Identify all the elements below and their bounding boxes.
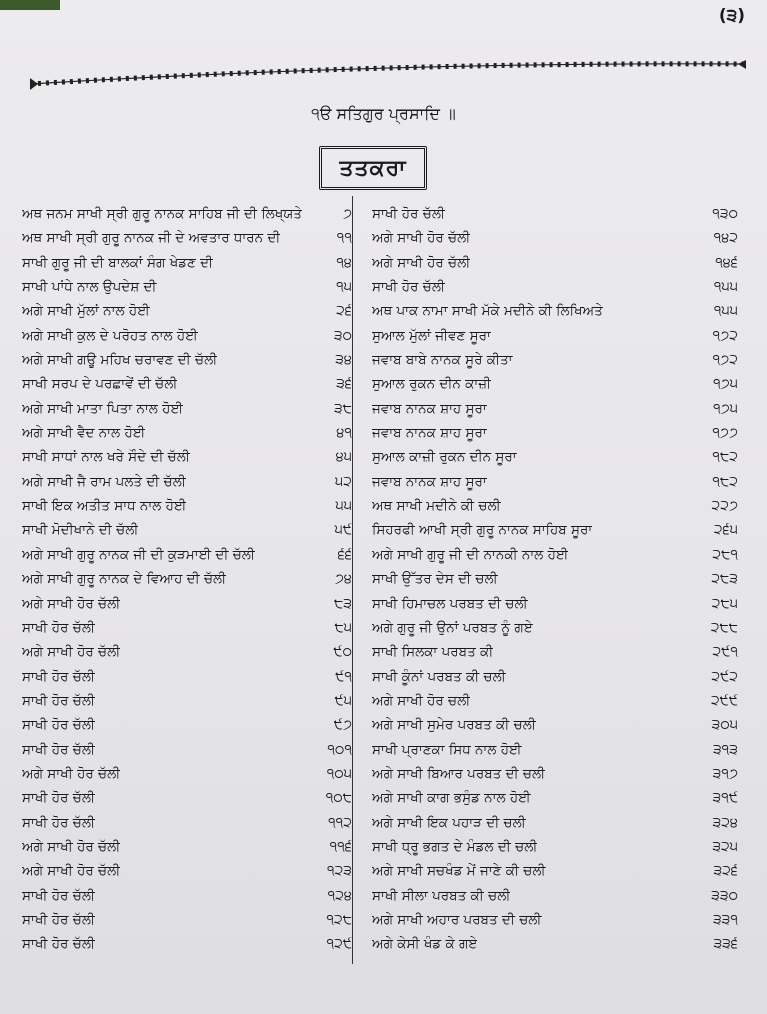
toc-entry bbox=[372, 299, 744, 323]
toc-entry-page: ੨੬ bbox=[336, 303, 352, 320]
toc-entry-title: ਸਾਖੀ ਹੋਰ ਚੱਲੀ bbox=[22, 668, 96, 685]
toc-entry-page: ੩੦੫ bbox=[711, 717, 738, 734]
toc-entry bbox=[372, 835, 744, 859]
toc-entry-page: ੧੭੫ bbox=[713, 400, 738, 417]
toc-entry-page: ੫੯ bbox=[334, 522, 352, 539]
toc-entry-title: ਸਾਖੀ ਸਿਲਕਾ ਪਰਬਤ ਕੀ bbox=[372, 644, 494, 661]
toc-entry-page: ੩੧੩ bbox=[712, 741, 738, 758]
toc-entry-page: ੧੫੫ bbox=[713, 279, 738, 296]
toc-entry-title: ਸਾਖੀ ਪਾਂਧੇ ਨਾਲ ਉਪਦੇਸ਼ ਦੀ bbox=[22, 279, 157, 296]
toc-entry-title: ਅਗੇ ਸਾਖੀ ਗਊ ਮਹਿਖ ਚਰਾਵਣ ਦੀ ਚੱਲੀ bbox=[22, 352, 218, 369]
toc-entry bbox=[22, 616, 352, 640]
toc-entry bbox=[372, 518, 744, 542]
toc-entry bbox=[22, 567, 352, 591]
toc-entry-page: ੩੮ bbox=[334, 400, 352, 417]
toc-entry-title: ਅਗੇ ਸਾਖੀ ਕੁਲ ਦੇ ਪਰੋਹਤ ਨਾਲ ਹੋਈ bbox=[22, 327, 198, 344]
toc-entry-page: ੧੦੮ bbox=[325, 790, 352, 807]
toc-entry bbox=[22, 299, 352, 323]
contents-column-left bbox=[22, 202, 352, 957]
toc-entry bbox=[372, 324, 744, 348]
toc-entry-page: ੩੩੧ bbox=[712, 911, 738, 928]
toc-entry-page: ੨੯੧ bbox=[712, 644, 738, 661]
toc-entry bbox=[372, 470, 744, 494]
toc-entry bbox=[372, 786, 744, 810]
toc-entry-page: ੨੯੨ bbox=[711, 668, 738, 685]
toc-entry-title: ਸਾਖੀ ਹੋਰ ਚੱਲੀ bbox=[22, 887, 96, 904]
toc-entry-page: ੨੯੯ bbox=[710, 692, 738, 709]
toc-entry-title: ਸਾਖੀ ਹੋਰ ਚੱਲੀ bbox=[22, 790, 96, 807]
toc-entry bbox=[372, 202, 744, 226]
toc-entry bbox=[372, 397, 744, 421]
toc-entry-title: ਅਥ ਪਾਕ ਨਾਮਾ ਸਾਖੀ ਮੱਕੇ ਮਦੀਨੇ ਕੀ ਲਿਖਿਅਤੇ bbox=[372, 303, 603, 320]
toc-entry-title: ਅਗੇ ਗੁਰੂ ਜੀ ਉਨਾਂ ਪਰਬਤ ਨੂੰ ਗਏ bbox=[372, 619, 533, 636]
toc-entry-page: ੫੨ bbox=[335, 473, 352, 490]
toc-entry bbox=[22, 811, 352, 835]
toc-entry-title: ਅਗੇ ਸਾਖੀ ਸੁਮੇਰ ਪਰਬਤ ਕੀ ਚਲੀ bbox=[372, 717, 536, 734]
toc-entry-page: ੧੨੩ bbox=[326, 863, 352, 880]
toc-entry-page: ੧੮੨ bbox=[712, 473, 738, 490]
toc-entry-page: ੩੨੬ bbox=[713, 863, 738, 880]
toc-entry-page: ੧੨੮ bbox=[326, 911, 352, 928]
toc-entry-page: ੨੮੩ bbox=[711, 571, 738, 588]
toc-entry-title: ਅਗੇ ਸਾਖੀ ਹੋਰ ਚੱਲੀ bbox=[372, 254, 471, 271]
toc-entry bbox=[22, 543, 352, 567]
toc-entry-title: ਜਵਾਬ ਨਾਨਕ ਸ਼ਾਹ ਸੂਰਾ bbox=[372, 473, 487, 490]
toc-entry bbox=[372, 226, 744, 250]
toc-entry-title: ਸਾਖੀ ਹੋਰ ਚੱਲੀ bbox=[22, 911, 96, 928]
toc-entry bbox=[22, 592, 352, 616]
toc-entry-page: ੧੮੨ bbox=[712, 449, 738, 466]
toc-entry-page: ੨੬੫ bbox=[713, 522, 738, 539]
column-divider bbox=[352, 196, 353, 964]
toc-entry-page: ੯੦ bbox=[333, 644, 352, 661]
toc-entry-title: ਅਗੇ ਸਾਖੀ ਹੋਰ ਚੱਲੀ bbox=[22, 765, 121, 782]
contents-heading: ਤਤਕਰਾ bbox=[319, 146, 427, 190]
toc-entry-page: ੮੫ bbox=[334, 619, 352, 636]
toc-entry-title: ਸਾਖੀ ਪ੍ਰਾਣਕਾ ਸਿਧ ਨਾਲ ਹੋਈ bbox=[372, 741, 522, 758]
toc-entry-page: ੫੫ bbox=[335, 498, 352, 515]
toc-entry bbox=[22, 445, 352, 469]
toc-entry-title: ਸਾਖੀ ਹੋਰ ਚੱਲੀ bbox=[22, 692, 96, 709]
toc-entry bbox=[22, 518, 352, 542]
toc-entry-title: ਅਗੇ ਸਾਖੀ ਹੋਰ ਚਲੀ bbox=[372, 692, 471, 709]
toc-entry-page: ੧੫ bbox=[336, 279, 352, 296]
toc-entry-title: ਸਾਖੀ ਸਰਪ ਦੇ ਪਰਛਾਵੇਂ ਦੀ ਚੱਲੀ bbox=[22, 376, 178, 393]
toc-entry-page: ੧੭੫ bbox=[713, 376, 738, 393]
toc-entry-page: ੩੧੯ bbox=[712, 790, 738, 807]
toc-entry-title: ਅਗੇ ਸਾਖੀ ਹੋਰ ਚੱਲੀ bbox=[22, 644, 121, 661]
toc-entry bbox=[372, 251, 744, 275]
toc-entry-title: ਅਗੇ ਕੇਸੀ ਖੰਡ ਕੇ ਗਏ bbox=[372, 936, 478, 953]
toc-entry-title: ਸਾਖੀ ਧ੍ਰੂ ਭਗਤ ਦੇ ਮੰਡਲ ਦੀ ਚਲੀ bbox=[372, 838, 538, 855]
toc-entry-page: ੪੫ bbox=[335, 449, 352, 466]
toc-entry bbox=[372, 616, 744, 640]
toc-entry bbox=[22, 397, 352, 421]
toc-entry-page: ੩੦ bbox=[333, 327, 352, 344]
toc-entry bbox=[22, 202, 352, 226]
toc-entry-page: ੧੨੯ bbox=[326, 936, 352, 953]
toc-entry bbox=[22, 275, 352, 299]
toc-entry-title: ਜਵਾਬ ਨਾਨਕ ਸ਼ਾਹ ਸੂਰਾ bbox=[372, 400, 487, 417]
toc-entry-title: ਸਾਖੀ ਮੋਦੀਖਾਨੇ ਦੀ ਚੱਲੀ bbox=[22, 522, 139, 539]
toc-entry bbox=[372, 567, 744, 591]
toc-entry-title: ਸਾਖੀ ਹਿਮਾਚਲ ਪਰਬਤ ਦੀ ਚਲੀ bbox=[372, 595, 528, 612]
toc-entry-title: ਅਗੇ ਸਾਖੀ ਹੋਰ ਚੱਲੀ bbox=[22, 863, 121, 880]
toc-entry bbox=[22, 932, 352, 956]
toc-entry-page: ੮੩ bbox=[334, 595, 352, 612]
toc-entry bbox=[372, 689, 744, 713]
toc-entry-page: ੧੦੧ bbox=[327, 741, 352, 758]
invocation-line: ੧ੳ ਸਤਿਗੁਰ ਪ੍ਰਸਾਦਿ ॥ bbox=[311, 104, 456, 123]
toc-entry bbox=[22, 859, 352, 883]
toc-entry-title: ਸਾਖੀ ਗੁਰੂ ਜੀ ਦੀ ਬਾਲਕਾਂ ਸੰਗ ਖੇਡਣ ਦੀ bbox=[22, 254, 214, 271]
toc-entry bbox=[372, 640, 744, 664]
toc-entry bbox=[372, 738, 744, 762]
toc-entry bbox=[22, 348, 352, 372]
toc-entry bbox=[22, 324, 352, 348]
toc-entry-title: ਅਗੇ ਸਾਖੀ ਗੁਰੂ ਨਾਨਕ ਜੀ ਦੀ ਕੁੜਮਾਈ ਦੀ ਚੱਲੀ bbox=[22, 546, 255, 563]
toc-entry bbox=[372, 811, 744, 835]
toc-entry-title: ਸਾਖੀ ਸੀਲਾ ਪਰਬਤ ਕੀ ਚਲੀ bbox=[372, 887, 511, 904]
toc-entry bbox=[22, 251, 352, 275]
toc-entry-title: ਅਗੇ ਸਾਖੀ ਵੈਦ ਨਾਲ ਹੋਈ bbox=[22, 425, 146, 442]
toc-entry-title: ਸੁਆਲ ਰੁਕਨ ਦੀਨ ਕਾਜ਼ੀ bbox=[372, 376, 492, 393]
toc-entry-page: ੪੧ bbox=[336, 425, 352, 442]
toc-entry-page: ੯੫ bbox=[334, 692, 352, 709]
toc-entry-title: ਅਗੇ ਸਾਖੀ ਮਾਤਾ ਪਿਤਾ ਨਾਲ ਹੋਈ bbox=[22, 400, 183, 417]
toc-entry bbox=[372, 713, 744, 737]
toc-entry bbox=[372, 932, 744, 956]
toc-entry bbox=[22, 908, 352, 932]
toc-entry-title: ਅਗੇ ਸਾਖੀ ਮੁੱਲਾਂ ਨਾਲ ਹੋਈ bbox=[22, 303, 150, 320]
toc-entry bbox=[22, 372, 352, 396]
toc-entry-title: ਸੁਆਲ ਕਾਜ਼ੀ ਰੁਕਨ ਦੀਨ ਸੂਰਾ bbox=[372, 449, 517, 466]
toc-entry-page: ੨੮੧ bbox=[712, 546, 738, 563]
toc-entry-page: ੧੨੪ bbox=[327, 887, 352, 904]
toc-entry-title: ਜਵਾਬ ਨਾਨਕ ਸ਼ਾਹ ਸੂਰਾ bbox=[372, 425, 487, 442]
toc-entry-page: ੧੫੫ bbox=[713, 303, 738, 320]
toc-entry-page: ੧੩੦ bbox=[712, 206, 738, 222]
toc-entry-page: ੩੨੫ bbox=[712, 838, 738, 855]
toc-entry-title: ਸਾਖੀ ਸਾਧਾਂ ਨਾਲ ਖਰੇ ਸੌਦੇ ਦੀ ਚੱਲੀ bbox=[22, 449, 190, 466]
toc-entry-page: ੯੭ bbox=[333, 717, 352, 734]
toc-entry-page: ੩੩੬ bbox=[713, 936, 738, 953]
toc-entry-title: ਸਾਖੀ ਉੱਤਰ ਦੇਸ ਦੀ ਚਲੀ bbox=[372, 571, 498, 588]
toc-entry-title: ਸਾਖੀ ਹੋਰ ਚੱਲੀ bbox=[22, 619, 96, 636]
toc-entry bbox=[372, 275, 744, 299]
toc-entry-page: ੩੬ bbox=[336, 376, 352, 393]
toc-entry-title: ਸਾਖੀ ਹੋਰ ਚੱਲੀ bbox=[22, 814, 96, 831]
toc-entry bbox=[372, 592, 744, 616]
toc-entry-page: ੧੪੨ bbox=[713, 230, 738, 247]
toc-entry bbox=[22, 640, 352, 664]
toc-entry-page: ੩੨੪ bbox=[712, 814, 738, 831]
toc-entry-page: ੧੭੨ bbox=[712, 327, 738, 344]
toc-entry-title: ਅਗੇ ਸਾਖੀ ਹੋਰ ਚੱਲੀ bbox=[372, 230, 471, 247]
toc-entry bbox=[372, 494, 744, 518]
toc-entry-title: ਜਵਾਬ ਬਾਬੇ ਨਾਨਕ ਸੂਰੇ ਕੀਤਾ bbox=[372, 352, 513, 369]
toc-entry bbox=[22, 884, 352, 908]
toc-entry-page: ੧੧੨ bbox=[328, 814, 352, 831]
background-strip bbox=[0, 0, 60, 10]
toc-entry bbox=[372, 543, 744, 567]
toc-entry bbox=[372, 421, 744, 445]
toc-entry-title: ਸਾਖੀ ਇਕ ਅਤੀਤ ਸਾਧ ਨਾਲ ਹੋਈ bbox=[22, 498, 187, 515]
toc-entry-page: ੧੭੭ bbox=[712, 425, 738, 442]
ornamental-rule bbox=[28, 60, 748, 94]
toc-entry-title: ਸਾਖੀ ਹੋਰ ਚੱਲੀ bbox=[22, 936, 96, 953]
toc-entry-title: ਸੁਆਲ ਮੁੱਲਾਂ ਜੀਵਣ ਸੂਰਾ bbox=[372, 327, 491, 344]
toc-entry-title: ਅਗੇ ਸਾਖੀ ਹੋਰ ਚੱਲੀ bbox=[22, 595, 121, 612]
toc-entry-title: ਅਗੇ ਸਾਖੀ ਅਹਾਰ ਪਰਬਤ ਦੀ ਚਲੀ bbox=[372, 911, 542, 928]
toc-entry-title: ਸਿਹਰਫੀ ਆਖੀ ਸ੍ਰੀ ਗੁਰੂ ਨਾਨਕ ਸਾਹਿਬ ਸੂਰਾ bbox=[372, 522, 593, 539]
toc-entry-title: ਅਥ ਸਾਖੀ ਮਦੀਨੇ ਕੀ ਚਲੀ bbox=[372, 498, 501, 515]
toc-entry-page: ੩੪ bbox=[335, 352, 352, 369]
toc-entry bbox=[372, 908, 744, 932]
toc-entry-title: ਅਗੇ ਸਾਖੀ ਕਾਗ ਭਸੁੰਡ ਨਾਲ ਹੋਈ bbox=[372, 790, 531, 807]
toc-entry-page: ੧੪ bbox=[336, 254, 352, 271]
toc-entry-title: ਅਗੇ ਸਾਖੀ ਹੋਰ ਚੱਲੀ bbox=[22, 838, 121, 855]
toc-entry bbox=[372, 445, 744, 469]
toc-entry bbox=[22, 689, 352, 713]
toc-entry-page: ੩੧੭ bbox=[712, 765, 738, 782]
toc-entry-page: ੨੮੫ bbox=[711, 595, 738, 612]
toc-entry-page: ੧੪੬ bbox=[715, 254, 738, 271]
page-number: (੩) bbox=[718, 6, 745, 26]
toc-entry bbox=[22, 226, 352, 250]
toc-entry bbox=[22, 786, 352, 810]
toc-entry bbox=[372, 372, 744, 396]
toc-entry-page: ੨੨੭ bbox=[711, 498, 738, 515]
toc-entry-title: ਸਾਖੀ ਕੂੰਨਾਂ ਪਰਬਤ ਕੀ ਚਲੀ bbox=[372, 668, 506, 685]
toc-entry-page: ੧੧ bbox=[336, 230, 352, 247]
toc-entry-title: ਅਗੇ ਸਾਖੀ ਇਕ ਪਹਾੜ ਦੀ ਚਲੀ bbox=[372, 814, 526, 831]
toc-entry-title: ਅਥ ਜਨਮ ਸਾਖੀ ਸ੍ਰੀ ਗੁਰੂ ਨਾਨਕ ਸਾਹਿਬ ਜੀ ਦੀ ਲਿਖ੍ਯਤੇ bbox=[22, 206, 302, 222]
toc-entry-title: ਸਾਖੀ ਹੋਰ ਚੱਲੀ bbox=[372, 279, 446, 296]
toc-entry-page: ੧੭੨ bbox=[712, 352, 738, 369]
toc-entry bbox=[22, 494, 352, 518]
toc-entry-title: ਸਾਖੀ ਹੋਰ ਚੱਲੀ bbox=[22, 717, 96, 734]
toc-entry bbox=[372, 859, 744, 883]
toc-entry-page: ੧੦੫ bbox=[326, 765, 352, 782]
toc-entry-title: ਅਗੇ ਸਾਖੀ ਸਚਖੰਡ ਮੇਂ ਜਾਣੇ ਕੀ ਚਲੀ bbox=[372, 863, 546, 880]
toc-entry bbox=[22, 835, 352, 859]
toc-entry bbox=[22, 738, 352, 762]
toc-entry-title: ਅਗੇ ਸਾਖੀ ਬਿਆਰ ਪਰਬਤ ਦੀ ਚਲੀ bbox=[372, 765, 546, 782]
toc-entry bbox=[22, 665, 352, 689]
toc-entry-title: ਸਾਖੀ ਹੋਰ ਚੱਲੀ bbox=[372, 206, 446, 222]
toc-entry-title: ਅਗੇ ਸਾਖੀ ਗੁਰੂ ਨਾਨਕ ਦੇ ਵਿਆਹ ਦੀ ਚੱਲੀ bbox=[22, 571, 227, 588]
toc-entry bbox=[372, 884, 744, 908]
toc-entry-page: ੭੪ bbox=[334, 571, 352, 588]
toc-entry-title: ਸਾਖੀ ਹੋਰ ਚੱਲੀ bbox=[22, 741, 96, 758]
toc-entry bbox=[372, 665, 744, 689]
toc-entry bbox=[372, 762, 744, 786]
toc-entry bbox=[22, 470, 352, 494]
toc-entry-title: ਅਥ ਸਾਖੀ ਸ੍ਰੀ ਗੁਰੂ ਨਾਨਕ ਜੀ ਦੇ ਅਵਤਾਰ ਧਾਰਨ ਦੀ bbox=[22, 230, 281, 247]
toc-entry-page: ੨੮੮ bbox=[710, 619, 738, 636]
toc-entry-page: ੯੧ bbox=[335, 668, 352, 685]
toc-entry-title: ਅਗੇ ਸਾਖੀ ਜੈ ਰਾਮ ਪਲਤੇ ਦੀ ਚੱਲੀ bbox=[22, 473, 186, 490]
toc-entry bbox=[22, 713, 352, 737]
toc-entry bbox=[22, 421, 352, 445]
toc-entry bbox=[372, 348, 744, 372]
toc-entry-title: ਅਗੇ ਸਾਖੀ ਗੁਰੂ ਜੀ ਦੀ ਨਾਨਕੀ ਨਾਲ ਹੋਈ bbox=[372, 546, 569, 563]
toc-entry bbox=[22, 762, 352, 786]
contents-column-right bbox=[372, 202, 744, 957]
toc-entry-page: ੧੧੬ bbox=[329, 838, 352, 855]
toc-entry-page: ੩੩੦ bbox=[711, 887, 738, 904]
toc-entry-page: ੬੬ bbox=[337, 546, 352, 563]
toc-entry-page: ੭ bbox=[342, 206, 352, 222]
